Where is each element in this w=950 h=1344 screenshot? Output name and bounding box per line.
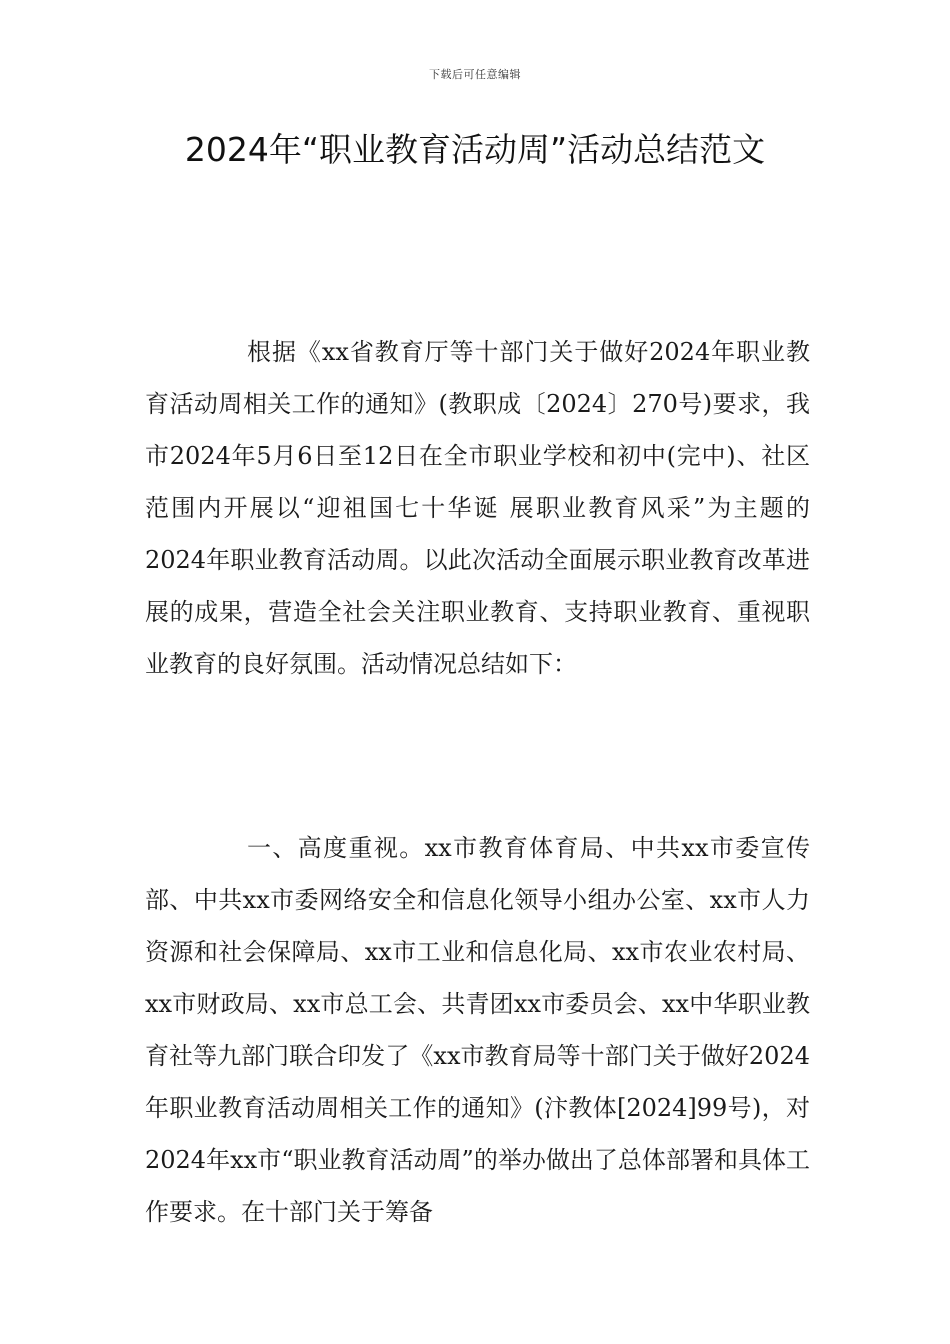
header-note: 下载后可任意编辑 — [429, 68, 521, 81]
body-paragraph-section-1: 一、高度重视。xx市教育体育局、中共xx市委宣传部、中共xx市委网络安全和信息化领导小组办公室、xx市人力资源和社会保障局、xx市工业和信息化局、xx市农业农村局、xx市财政局、xx市总工会、共青团xx市委员会、xx中华职业教育社等九部门联合印发了《xx市教育局等十部门关于做好2024年职业教育活动周相关工作的通知》(汴教体[2024]99号)，对2024年xx市“职业教育活动周”的举办做出了总体部署和具体工作要求。在十部门关于筹备 — [145, 834, 810, 1226]
document-title: 2024年“职业教育活动周”活动总结范文 — [184, 130, 766, 169]
body-paragraph-intro: 根据《xx省教育厅等十部门关于做好2024年职业教育活动周相关工作的通知》(教职成〔2024〕270号)要求，我市2024年5月6日至12日在全市职业学校和初中(完中)、社区范围内开展以“迎祖国七十华诞 展职业教育风采”为主题的2024年职业教育活动周。以此次活动全面展示职业教育改革进展的成果，营造全社会关注职业教育、支持职业教育、重视职业教育的良好氛围。活动情况总结如下： — [145, 338, 810, 678]
